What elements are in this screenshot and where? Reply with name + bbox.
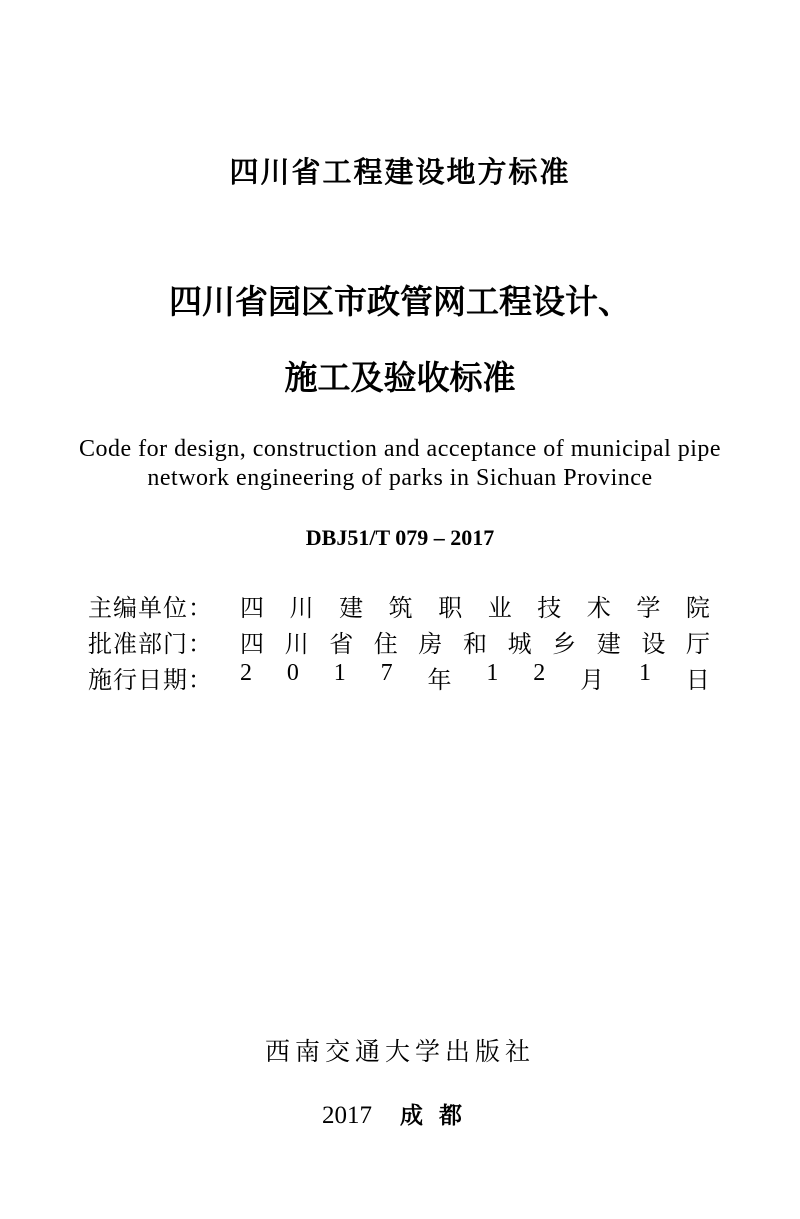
value-char: 房 [418, 632, 443, 658]
standard-series-heading: 四川省工程建设地方标准 [229, 155, 571, 189]
editor-label: 主编单位： [88, 596, 213, 622]
value-char: 学 [636, 596, 661, 622]
effective-date-value [240, 660, 710, 695]
value-char: 日 [685, 668, 710, 694]
publication-year: 2017 [322, 1102, 372, 1129]
approver-label: 批准部门： [88, 632, 213, 658]
english-title-line-1: Code for design, construction and acceptance of municipal pipe [78, 436, 722, 462]
value-char: 职 [438, 596, 463, 622]
value-char: 乡 [552, 632, 577, 658]
publication-line [0, 1097, 800, 1130]
value-char: 四 [240, 596, 264, 622]
value-char: 住 [373, 632, 398, 658]
editor-row [88, 588, 712, 622]
value-char: 城 [507, 632, 532, 658]
value-char: 厅 [685, 632, 710, 658]
document-title-line-1: 四川省园区市政管网工程设计、 [169, 282, 631, 321]
value-char: 筑 [388, 596, 413, 622]
value-char: 业 [487, 596, 512, 622]
approver-row [88, 624, 712, 658]
value-char: 院 [685, 596, 710, 622]
approver-value [240, 624, 710, 659]
value-char: 建 [596, 632, 621, 658]
value-char: 1 [333, 660, 346, 686]
standard-code: DBJ51/T 079 – 2017 [305, 525, 495, 550]
effective-date-label: 施行日期： [88, 668, 213, 694]
value-char: 2 [240, 660, 252, 686]
value-char: 1 [639, 660, 651, 686]
value-char: 技 [537, 596, 562, 622]
publisher-name: 西南交通大学出版社 [264, 1039, 535, 1066]
value-char: 设 [641, 632, 666, 658]
publication-city: 成都 [400, 1103, 478, 1129]
value-char: 7 [380, 660, 393, 686]
effective-date-row [88, 660, 712, 694]
value-char: 川 [284, 632, 309, 658]
value-char: 建 [339, 596, 364, 622]
english-title-line-2: network engineering of parks in Sichuan Province [147, 465, 653, 491]
value-char: 2 [533, 660, 546, 686]
value-char: 术 [586, 596, 611, 622]
value-char: 年 [427, 668, 452, 694]
value-char: 四 [240, 632, 264, 658]
value-char: 月 [580, 668, 605, 694]
value-char: 1 [486, 660, 499, 686]
document-title-line-2: 施工及验收标准 [284, 358, 516, 397]
editor-value [240, 588, 710, 623]
value-char: 0 [286, 660, 299, 686]
value-char: 川 [289, 596, 314, 622]
value-char: 和 [462, 632, 487, 658]
value-char: 省 [329, 632, 354, 658]
